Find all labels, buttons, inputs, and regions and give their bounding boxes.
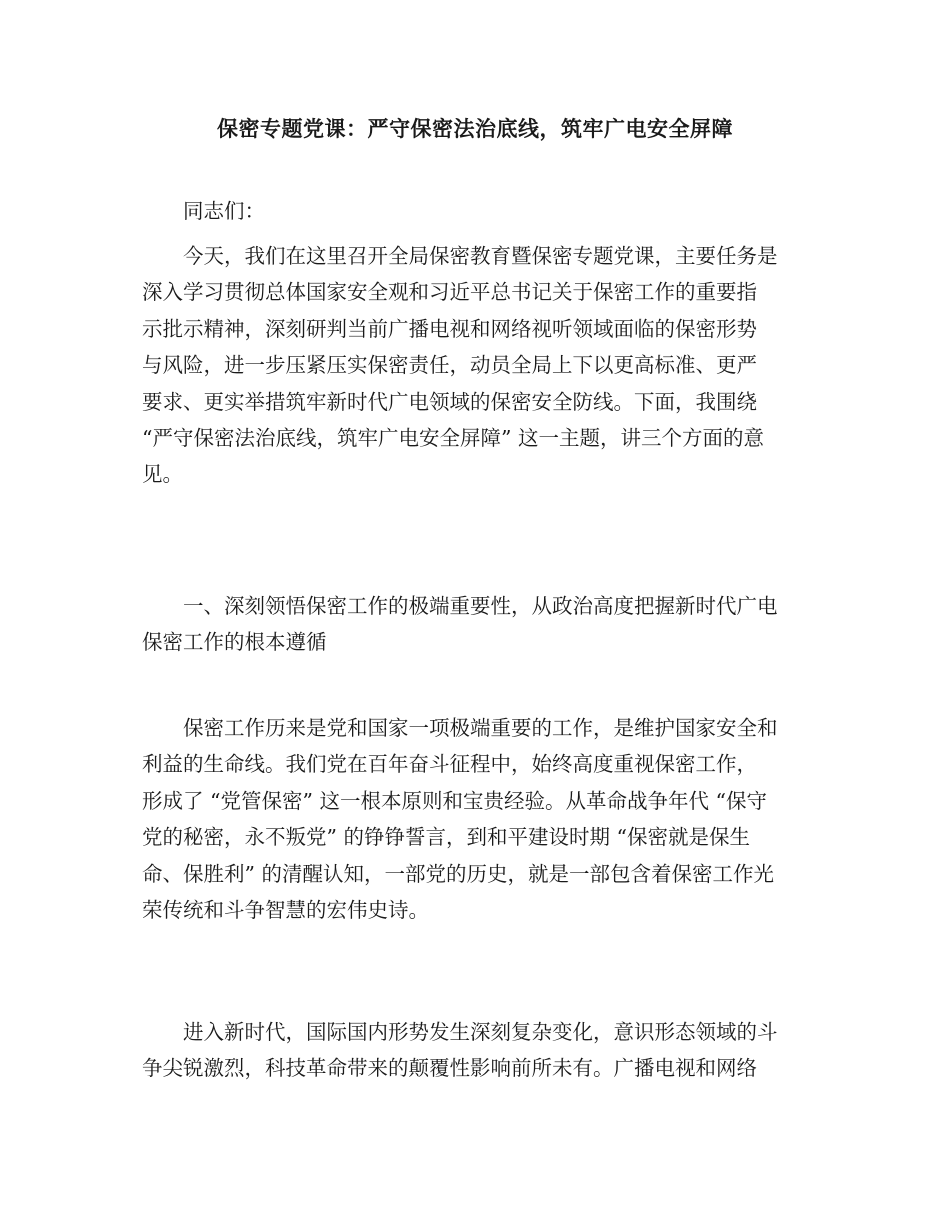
heading-line: 保密工作的根本遵循 <box>142 630 327 655</box>
paragraph-line: 争尖锐激烈，科技革命带来的颠覆性影响前所未有。广播电视和网络 <box>142 1056 757 1081</box>
heading-line: 一、深刻领悟保密工作的极端重要性，从政治高度把握新时代广电 <box>183 594 778 618</box>
intro-line: 深入学习贯彻总体国家安全观和习近平总书记关于保密工作的重要指 <box>142 280 757 305</box>
body-paragraph-2 <box>142 1014 808 1087</box>
section-heading-1 <box>142 588 808 661</box>
intro-line: 见。 <box>142 462 183 487</box>
intro-paragraph <box>142 238 808 493</box>
paragraph-line: 利益的生命线。我们党在百年奋斗征程中，始终高度重视保密工作， <box>142 752 757 777</box>
paragraph-line: 荣传统和斗争智慧的宏伟史诗。 <box>142 898 429 923</box>
salutation: 同志们： <box>183 199 265 223</box>
body-paragraph-1 <box>142 710 808 928</box>
intro-line: “严守保密法治底线，筑牢广电安全屏障” 这一主题，讲三个方面的意 <box>142 426 764 451</box>
paragraph-line: 保密工作历来是党和国家一项极端重要的工作，是维护国家安全和 <box>183 716 778 740</box>
document-title: 保密专题党课：严守保密法治底线，筑牢广电安全屏障 <box>217 116 733 141</box>
paragraph-line: 形成了 “党管保密” 这一根本原则和宝贵经验。从革命战争年代 “保守 <box>142 788 767 813</box>
intro-line: 与风险，进一步压紧压实保密责任，动员全局上下以更高标准、更严 <box>142 353 757 378</box>
paragraph-line: 命、保胜利” 的清醒认知，一部党的历史，就是一部包含着保密工作光 <box>142 861 774 886</box>
paragraph-line: 党的秘密，永不叛党” 的铮铮誓言，到和平建设时期 “保密就是保生 <box>142 825 750 850</box>
paragraph-line: 进入新时代，国际国内形势发生深刻复杂变化，意识形态领域的斗 <box>183 1020 778 1044</box>
intro-line: 要求、更实举措筑牢新时代广电领域的保密安全防线。下面，我围绕 <box>142 389 757 414</box>
intro-line: 今天，我们在这里召开全局保密教育暨保密专题党课，主要任务是 <box>183 244 778 268</box>
intro-line: 示批示精神，深刻研判当前广播电视和网络视听领域面临的保密形势 <box>142 316 757 341</box>
